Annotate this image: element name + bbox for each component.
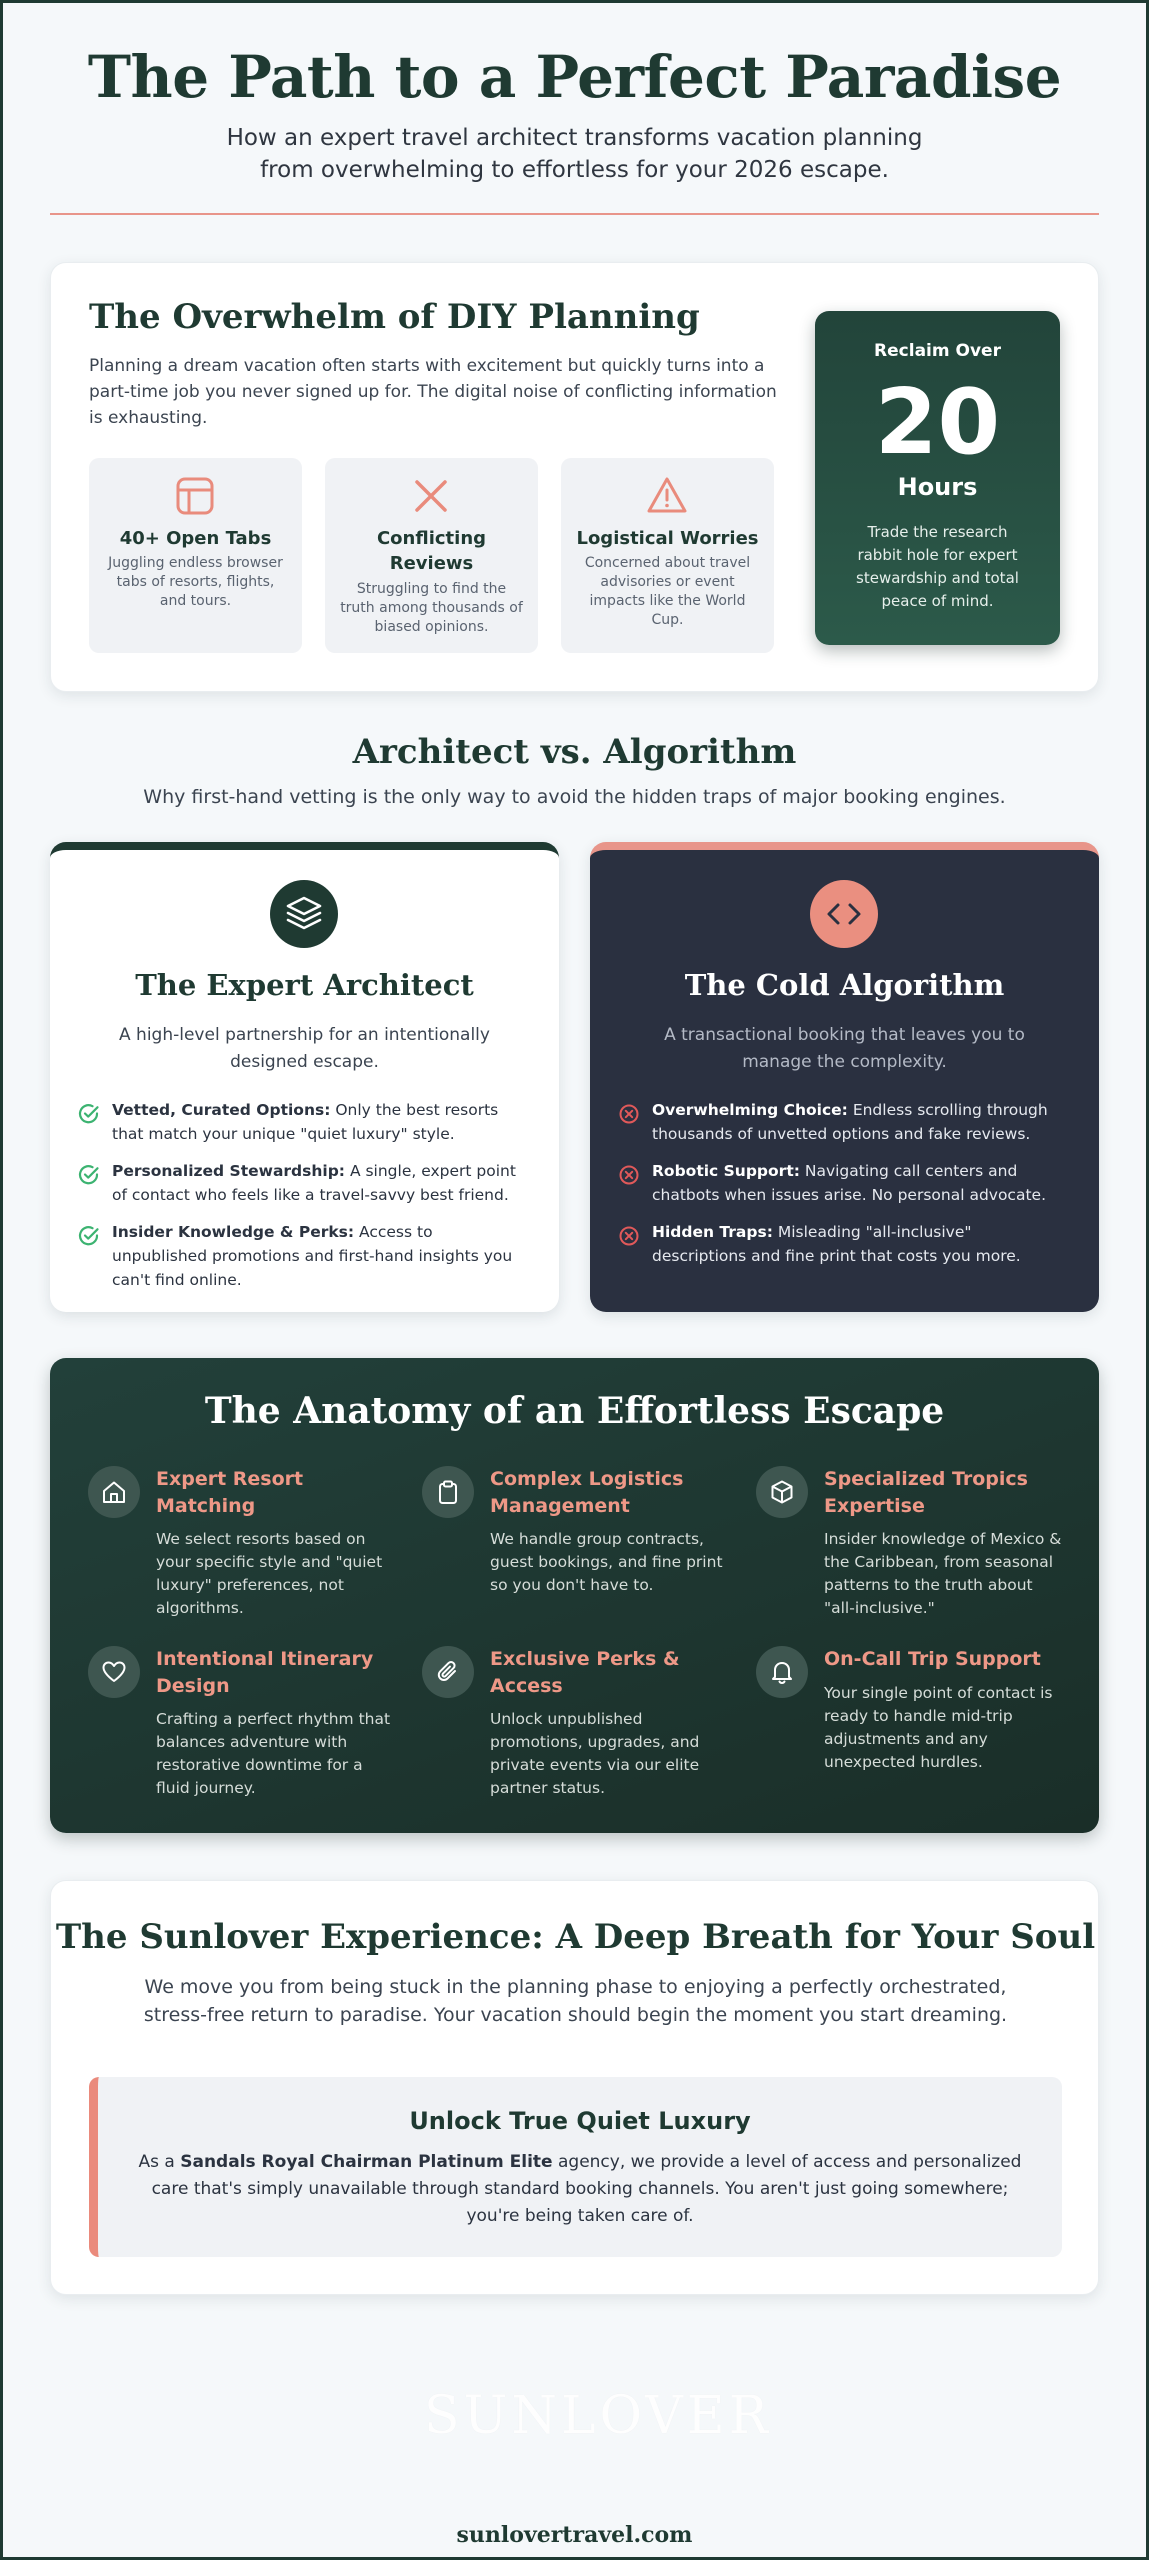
reclaim-hours-card <box>815 311 1060 645</box>
feature-exclusive-perks <box>422 1646 732 1796</box>
anatomy-title: The Anatomy of an Effortless Escape <box>204 1390 945 1432</box>
sunlover-text: We move you from being stuck in the planning phase to enjoying a perfectly orchestrated, stress-free return to paradise. Your vacation should begin the moment you start dreaming. <box>143 1976 1008 2026</box>
check-circle-icon <box>78 1164 100 1186</box>
reclaim-number: 20 <box>874 370 1001 475</box>
tile-title: 40+ Open Tabs <box>119 528 272 549</box>
feature-icon-badge <box>422 1466 474 1518</box>
algorithm-list-item: Hidden Traps: Misleading "all-inclusive" descriptions and fine print that costs you more. <box>652 1223 1021 1265</box>
feature-icon-badge <box>88 1646 140 1698</box>
feature-title: Intentional Itinerary Design <box>156 1648 374 1697</box>
cube-icon <box>769 1479 795 1505</box>
page-subtitle: How an expert travel architect transforms vacation planning from overwhelming to effortless for your 2026 escape. <box>226 125 923 183</box>
algorithm-subtitle: A transactional booking that leaves you to manage the complexity. <box>664 1025 1025 1072</box>
tile-conflicting-reviews <box>325 458 538 653</box>
feature-title: Expert Resort Matching <box>156 1468 304 1517</box>
tile-text: Struggling to find the truth among thousands of biased opinions. <box>340 581 523 635</box>
sunlover-logo <box>424 2386 772 2466</box>
feature-logistics-management <box>422 1466 732 1616</box>
feature-icon-badge <box>422 1646 474 1698</box>
expert-icon-badge <box>270 880 338 948</box>
feature-resort-matching <box>88 1466 398 1616</box>
tile-text: Juggling endless browser tabs of resorts, flights, and tours. <box>108 555 283 609</box>
footer-url[interactable]: sunlovertravel.com <box>456 2522 693 2548</box>
expert-subtitle: A high-level partnership for an intentionally designed escape. <box>119 1025 490 1072</box>
page-header <box>50 40 1099 186</box>
feature-trip-support <box>756 1646 1066 1796</box>
callout-text: As a Sandals Royal Chairman Platinum Elite agency, we provide a level of access and personalized care that's simply unavailable through standard booking channels. You aren't just going somewhere; you're being taken care of. <box>138 2152 1022 2226</box>
layers-icon <box>270 880 338 948</box>
tile-title: Logistical Worries <box>576 528 759 549</box>
comparison-subtitle: Why first-hand vetting is the only way to avoid the hidden traps of major booking engines. <box>143 786 1006 808</box>
feature-text: Insider knowledge of Mexico & the Caribbean, from seasonal patterns to the truth about "all-inclusive." <box>824 1530 1062 1617</box>
code-icon <box>810 880 878 948</box>
bell-icon <box>769 1659 795 1685</box>
sunlover-title: The Sunlover Experience: A Deep Breath for Your Soul <box>55 1917 1096 1957</box>
logo-wordmark: SUNLOVER <box>424 2386 772 2446</box>
feature-title: Specialized Tropics Expertise <box>824 1468 1028 1517</box>
check-circle-icon <box>78 1103 100 1125</box>
sunlover-section <box>50 1880 1099 2295</box>
feature-title: Complex Logistics Management <box>490 1468 684 1517</box>
tile-logistical-worries <box>561 458 774 653</box>
algorithm-list-item: Overwhelming Choice: Endless scrolling through thousands of unvetted options and fake reviews. <box>652 1101 1048 1143</box>
feature-icon-badge <box>756 1466 808 1518</box>
cold-algorithm-card <box>590 842 1099 1312</box>
callout-title: Unlock True Quiet Luxury <box>409 2107 751 2135</box>
expert-list-item: Personalized Stewardship: A single, expert point of contact who feels like a travel-savvy best friend. <box>112 1162 516 1204</box>
feature-title: On-Call Trip Support <box>824 1648 1041 1670</box>
algorithm-icon-badge <box>810 880 878 948</box>
quiet-luxury-callout <box>89 2077 1062 2257</box>
tile-title: Conflicting Reviews <box>376 528 487 574</box>
reclaim-label: Reclaim Over <box>874 341 1001 361</box>
x-mark-icon <box>409 474 453 518</box>
feature-text: We select resorts based on your specific style and "quiet luxury" preferences, not algorithms. <box>156 1530 383 1617</box>
feature-title: Exclusive Perks & Access <box>490 1648 680 1697</box>
feature-text: We handle group contracts, guest bookings, and fine print so you don't have to. <box>490 1530 723 1594</box>
tile-open-tabs <box>89 458 302 653</box>
feature-tropics-expertise <box>756 1466 1066 1616</box>
algorithm-title: The Cold Algorithm <box>684 968 1005 1002</box>
expert-list-item: Insider Knowledge & Perks: Access to unpublished promotions and first-hand insights you can't find online. <box>112 1223 513 1289</box>
feature-text: Your single point of contact is ready to handle mid-trip adjustments and any unexpected hurdles. <box>824 1684 1053 1771</box>
reclaim-text: Trade the research rabbit hole for expert stewardship and total peace of mind. <box>856 523 1019 610</box>
overwhelm-section <box>50 262 1099 692</box>
x-circle-icon <box>618 1225 640 1247</box>
clipboard-icon <box>435 1479 461 1505</box>
feature-icon-badge <box>88 1466 140 1518</box>
check-circle-icon <box>78 1225 100 1247</box>
overwhelm-intro: Planning a dream vacation often starts with excitement but quickly turns into a part-time job you never signed up for. The digital noise of conflicting information is exhausting. <box>89 356 777 428</box>
x-circle-icon <box>618 1103 640 1125</box>
page-title: The Path to a Perfect Paradise <box>87 43 1062 111</box>
x-circle-icon <box>618 1164 640 1186</box>
feature-text: Crafting a perfect rhythm that balances adventure with restorative downtime for a fluid journey. <box>156 1710 391 1797</box>
browser-tabs-icon <box>173 474 217 518</box>
expert-list-item: Vetted, Curated Options: Only the best resorts that match your unique "quiet luxury" style. <box>112 1101 499 1143</box>
header-divider <box>50 213 1099 215</box>
feature-icon-badge <box>756 1646 808 1698</box>
feature-text: Unlock unpublished promotions, upgrades, and private events via our elite partner status. <box>490 1710 700 1797</box>
expert-architect-card <box>50 842 559 1312</box>
anatomy-section <box>50 1358 1099 1833</box>
reclaim-unit: Hours <box>897 473 978 501</box>
comparison-title: Architect vs. Algorithm <box>352 732 797 772</box>
paperclip-icon <box>435 1659 461 1685</box>
home-icon <box>101 1479 127 1505</box>
overwhelm-title: The Overwhelm of DIY Planning <box>89 297 700 337</box>
feature-itinerary-design <box>88 1646 398 1796</box>
tile-text: Concerned about travel advisories or event impacts like the World Cup. <box>584 555 751 628</box>
heart-icon <box>101 1659 127 1685</box>
expert-title: The Expert Architect <box>135 968 474 1002</box>
warning-icon <box>645 474 689 518</box>
algorithm-list-item: Robotic Support: Navigating call centers and chatbots when issues arise. No personal advocate. <box>652 1162 1046 1204</box>
